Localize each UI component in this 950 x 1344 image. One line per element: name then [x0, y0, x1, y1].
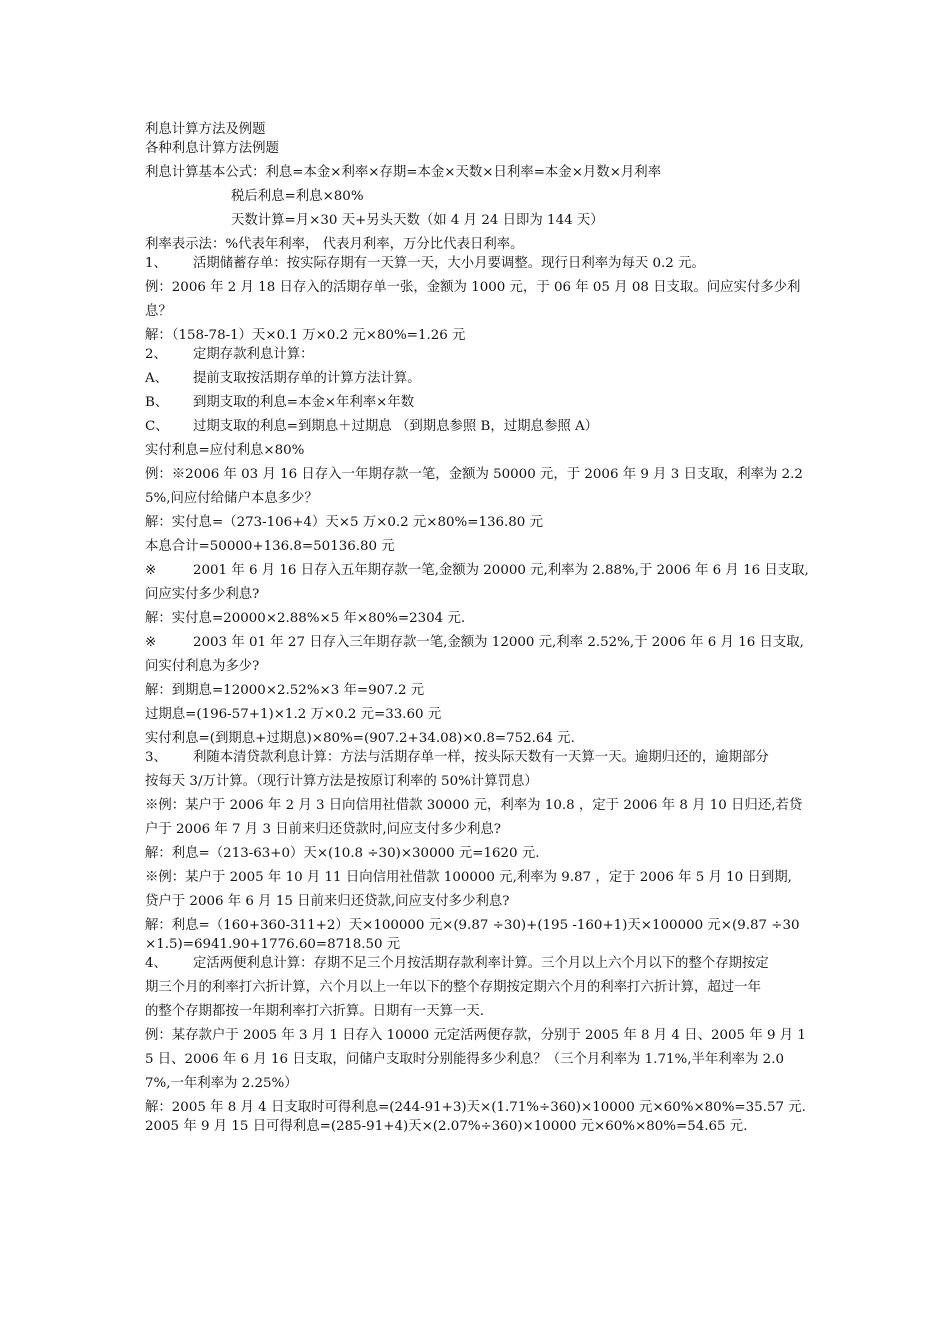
example-7-line-3: 7%,一年利率为 2.25%） [145, 1076, 298, 1091]
section-2-number: 2、 [145, 347, 167, 362]
section-4-line-3: 的整个存期都按一年期利率打六折算。日期有一天算一天. [145, 1004, 485, 1019]
section-1-text: 活期储蓄存单：按实际存期有一天算一天，大小月要调整。现行日利率为每天 0.2 元。 [193, 256, 705, 271]
section-2 [145, 345, 815, 364]
item-a [145, 369, 815, 388]
section-3-text: 利随本清贷款利息计算：方法与活期存单一样，按头际天数有一天算一天。逾期归还的，逾期部分 [193, 750, 769, 765]
item-c-text: 过期支取的利息=到期息＋过期息 （到期息参照 B，过期息参照 A） [193, 419, 599, 434]
section-4-text: 定活两便利息计算：存期不足三个月按活期存款利率计算。三个月以上六个月以下的整个存期按定 [193, 956, 769, 971]
solution-1: 解：（158-78-1）天×0.1 万×0.2 元×80%=1.26 元 [145, 328, 466, 343]
doc-title: 利息计算方法及例题 [145, 122, 266, 137]
example-5-line-2: 户于 2006 年 7 月 3 日前来归还贷款时,问应支付多少利息? [145, 822, 501, 837]
example-1-line-1: 例：2006 年 2 月 18 日存入的活期存单一张，金额为 1000 元，于 06 年 05 月 08 日支取。问应实付多少利 [145, 280, 801, 295]
example-6-line-1: ※例：某户于 2005 年 10 月 11 日向信用社借款 100000 元,利率为 9.87 ，定于 2006 年 5 月 10 日到期, [145, 870, 792, 885]
solution-4-line-2: 过期息=(196-57+1)×1.2 万×0.2 元=33.60 元 [145, 707, 442, 722]
section-3-number: 3、 [145, 750, 167, 765]
example-5-line-1: ※例：某户于 2006 年 2 月 3 日向信用社借款 30000 元，利率为 10.8 ，定于 2006 年 8 月 10 日归还,若贷 [145, 798, 803, 813]
solution-2-line-1: 解：实付息=（273-106+4）天×5 万×0.2 元×80%=136.80 元 [145, 515, 543, 530]
item-b-label: B、 [145, 395, 169, 410]
rate-expression: 利率表示法：%代表年利率， 代表月利率，万分比代表日利率。 [145, 237, 524, 252]
example-7-line-2: 5 日、2006 年 6 月 16 日支取，问储户支取时分别能得多少利息？（三个月利率为 1.71%,半年利率为 2.0 [145, 1052, 784, 1067]
document-body [145, 120, 815, 1136]
solution-7-line-1: 解：2005 年 8 月 4 日支取时可得利息=(244-91+3)天×(1.71%÷360)×10000 元×60%×80%=35.57 元. [145, 1100, 806, 1115]
solution-7-line-2: 2005 年 9 月 15 日可得利息=(285-91+4)天×(2.07%÷360)×10000 元×60%×80%=54.65 元. [145, 1119, 748, 1134]
item-b-text: 到期支取的利息=本金×年利率×年数 [193, 395, 415, 410]
example-4-text: 2003 年 01 年 27 日存入三年期存款一笔,金额为 12000 元,利率 2.52%,于 2006 年 6 月 16 日支取, [193, 635, 804, 650]
section-4 [145, 954, 815, 973]
item-a-text: 提前支取按活期存单的计算方法计算。 [193, 371, 421, 386]
solution-3: 解：实付息=20000×2.88%×5 年×80%=2304 元. [145, 611, 466, 626]
section-4-line-2: 期三个月的利率打六折计算，六个月以上一年以下的整个存期按定期六个月的利率打六折计算，超过一年 [145, 980, 761, 995]
days-formula: 天数计算=月×30 天+另头天数（如 4 月 24 日即为 144 天） [231, 213, 604, 228]
example-3-line-2: 问应实付多少利息? [145, 587, 260, 602]
basic-formula: 利息计算基本公式：利息=本金×利率×存期=本金×天数×日利率=本金×月数×月利率 [145, 165, 662, 180]
solution-5: 解：利息=（213-63+0）天×(10.8 ÷30)×30000 元=1620 元. [145, 846, 540, 861]
item-c-label: C、 [145, 419, 169, 434]
item-b [145, 393, 815, 412]
example-3-text: 2001 年 6 月 16 日存入五年期存款一笔,金额为 20000 元,利率为 2.88%,于 2006 年 6 月 16 日支取, [193, 563, 809, 578]
example-3-line-1 [145, 561, 815, 580]
actual-interest: 实付利息=应付利息×80% [145, 443, 305, 458]
tax-formula: 税后利息=利息×80% [231, 189, 364, 204]
solution-4-line-3: 实付利息=(到期息+过期息)×80%=(907.2+34.08)×0.8=752.64 元. [145, 731, 575, 746]
example-2-line-2: 5%,问应付给储户本息多少？ [145, 491, 318, 506]
example-4-line-1 [145, 633, 815, 652]
example-2-line-1: 例：※2006 年 03 月 16 日存入一年期存款一笔，金额为 50000 元，于 2006 年 9 月 3 日支取，利率为 2.2 [145, 467, 803, 482]
item-c [145, 417, 815, 436]
section-1-number: 1、 [145, 256, 167, 271]
solution-2-line-2: 本息合计=50000+136.8=50136.80 元 [145, 539, 395, 554]
section-3-line-2: 按每天 3/万计算。（现行计算方法是按原订利率的 50%计算罚息） [145, 774, 538, 789]
section-1 [145, 254, 815, 273]
section-2-text: 定期存款利息计算： [193, 347, 314, 362]
section-4-number: 4、 [145, 956, 167, 971]
item-a-label: A、 [145, 371, 169, 386]
solution-6-line-2: ×1.5)=6941.90+1776.60=8718.50 元 [145, 937, 401, 952]
example-1-line-2: 息？ [145, 304, 172, 319]
example-4-line-2: 问实付利息为多少? [145, 659, 260, 674]
solution-4-line-1: 解：到期息=12000×2.52%×3 年=907.2 元 [145, 683, 425, 698]
solution-6-line-1: 解：利息=（160+360-311+2）天×100000 元×(9.87 ÷30)+(195 -160+1)天×100000 元×(9.87 ÷30 [145, 918, 800, 933]
doc-subtitle: 各种利息计算方法例题 [145, 141, 279, 156]
section-3 [145, 748, 815, 767]
example-4-mark: ※ [145, 635, 157, 650]
example-7-line-1: 例：某存款户于 2005 年 3 月 1 日存入 10000 元定活两便存款，分别于 2005 年 8 月 4 日、2005 年 9 月 1 [145, 1028, 806, 1043]
example-3-mark: ※ [145, 563, 157, 578]
example-6-line-2: 贷户于 2006 年 6 月 15 日前来归还贷款,问应支付多少利息? [145, 894, 510, 909]
